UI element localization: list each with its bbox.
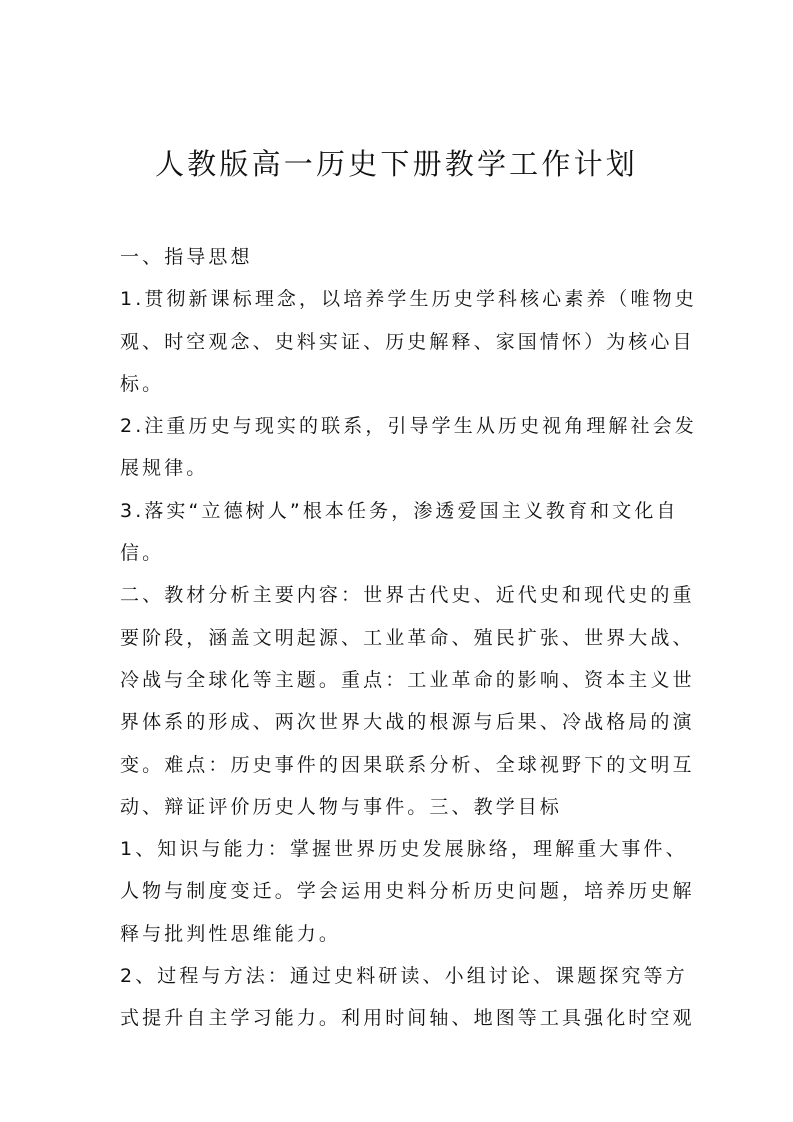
paragraph-item-2 xyxy=(120,405,697,490)
text-line: 2.注重历史与现实的联系，引导学生从历史视角理解社会发 xyxy=(120,415,697,438)
text-line: 标。 xyxy=(120,372,165,395)
text-line: 展规律。 xyxy=(120,457,209,480)
paragraph-item-3 xyxy=(120,490,679,575)
text-line: 1、知识与能力：掌握世界历史发展脉络，理解重大事件、 xyxy=(120,838,688,861)
text-line: 式提升自主学习能力。利用时间轴、地图等工具强化时空观 xyxy=(120,1007,695,1030)
text-line: 1.贯彻新课标理念，以培养学生历史学科核心素养（唯物史 xyxy=(120,288,697,311)
paragraph-goal-knowledge xyxy=(120,828,695,955)
text-line: 动、辩证评价历史人物与事件。三、教学目标 xyxy=(120,795,563,818)
text-line: 人物与制度变迁。学会运用史料分析历史问题，培养历史解 xyxy=(120,880,695,903)
text-line: 观、时空观念、史料实证、历史解释、家国情怀）为核心目 xyxy=(120,330,695,353)
text-line: 变。难点：历史事件的因果联系分析、全球视野下的文明互 xyxy=(120,753,695,776)
text-line: 3.落实“立德树人”根本任务，渗透爱国主义教育和文化自 xyxy=(120,499,679,522)
text-line: 二、教材分析主要内容：世界古代史、近代史和现代史的重 xyxy=(120,584,695,607)
document-body xyxy=(120,236,697,1040)
paragraph-textbook-analysis xyxy=(120,574,695,828)
text-line: 一、指导思想 xyxy=(120,246,253,268)
text-line: 信。 xyxy=(120,542,165,565)
document-title: 人教版高一历史下册教学工作计划 xyxy=(154,147,638,182)
paragraph-item-1 xyxy=(120,278,697,405)
text-line: 2、过程与方法：通过史料研读、小组讨论、课题探究等方 xyxy=(120,965,688,988)
heading-guiding-ideology xyxy=(120,236,676,278)
text-line: 释与批判性思维能力。 xyxy=(120,922,342,945)
text-line: 界体系的形成、两次世界大战的根源与后果、冷战格局的演 xyxy=(120,711,695,734)
text-line: 冷战与全球化等主题。重点：工业革命的影响、资本主义世 xyxy=(120,668,695,691)
text-line: 要阶段，涵盖文明起源、工业革命、殖民扩张、世界大战、 xyxy=(120,626,695,649)
paragraph-goal-process xyxy=(120,955,695,1040)
